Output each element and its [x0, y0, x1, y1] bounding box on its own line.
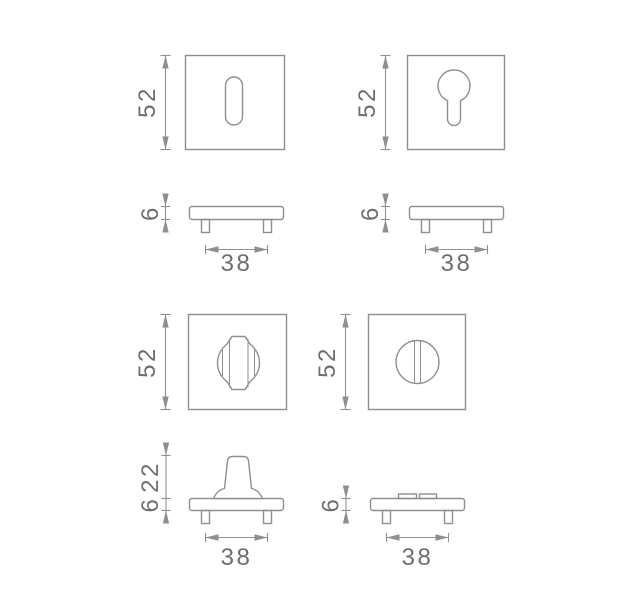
coin-turn-disc [396, 341, 439, 384]
wc-rosette-side-view [137, 443, 284, 572]
height-dimension-label: 52 [134, 346, 161, 378]
arrowhead-left-icon [387, 534, 400, 540]
square-plate-outline [186, 56, 285, 150]
square-plate-outline [189, 315, 287, 410]
coin-rosette-side-view [318, 486, 465, 572]
pz-cylinder-cutout [438, 70, 470, 126]
wc-turn-knob-outline [218, 337, 260, 390]
arrowhead-right-icon [436, 534, 449, 540]
coin-slot-tab [399, 494, 417, 499]
arrowhead-down-icon [163, 443, 169, 456]
arrowhead-up-icon [382, 56, 388, 69]
spacing-dimension-label: 38 [220, 544, 253, 571]
arrowhead-down-icon [342, 397, 348, 410]
spacing-dimension-label: 38 [401, 544, 434, 571]
arrowhead-down-icon [343, 486, 349, 499]
arrowhead-left-icon [426, 246, 439, 252]
coin-rosette-front-view [314, 315, 466, 410]
fixing-peg [445, 511, 453, 524]
arrowhead-right-icon [255, 534, 268, 540]
arrowhead-right-icon [475, 246, 488, 252]
plate-profile [190, 499, 284, 511]
arrowhead-down-icon [382, 137, 388, 150]
arrowhead-left-icon [206, 246, 219, 252]
thickness-dimension-label: 6 [357, 205, 384, 221]
knob-height-dimension-label: 22 [137, 461, 164, 493]
coin-slot-tab [420, 494, 437, 499]
thickness-dimension-label: 6 [137, 205, 164, 221]
pz-rosette-front-view [354, 56, 505, 150]
arrowhead-up-icon [162, 56, 168, 69]
plate-profile [410, 207, 504, 220]
height-dimension-label: 52 [134, 86, 161, 118]
fixing-peg [264, 511, 272, 524]
fixing-peg [484, 220, 492, 233]
arrowhead-left-icon [206, 534, 219, 540]
fixing-peg [383, 511, 391, 524]
plate-profile [371, 499, 465, 511]
fixing-peg [202, 220, 210, 233]
pz-rosette-side-view [357, 194, 504, 278]
arrowhead-down-icon [162, 137, 168, 150]
fixing-peg [422, 220, 430, 233]
wc-rosette-front-view [134, 315, 287, 410]
bb-rosette-front-view [134, 56, 285, 150]
arrowhead-down-icon [162, 397, 168, 410]
spacing-dimension-label: 38 [440, 250, 473, 277]
arrowhead-down-icon [162, 194, 168, 207]
fixing-peg [202, 511, 210, 524]
height-dimension-label: 52 [314, 346, 341, 378]
bb-rosette-side-view [137, 194, 284, 278]
arrowhead-right-icon [255, 246, 268, 252]
thickness-dimension-label: 6 [317, 496, 345, 513]
square-plate-outline [369, 315, 466, 410]
arrowhead-down-icon [382, 194, 388, 207]
height-dimension-label: 52 [354, 86, 381, 118]
thickness-dimension-label: 6 [137, 496, 164, 513]
arrowhead-up-icon [162, 315, 168, 328]
bb-keyhole-cutout [226, 77, 243, 125]
fixing-peg [264, 220, 272, 233]
plate-profile [190, 207, 284, 220]
spacing-dimension-label: 38 [220, 250, 253, 277]
arrowhead-up-icon [342, 315, 348, 328]
wc-turn-knob-profile [214, 457, 263, 499]
